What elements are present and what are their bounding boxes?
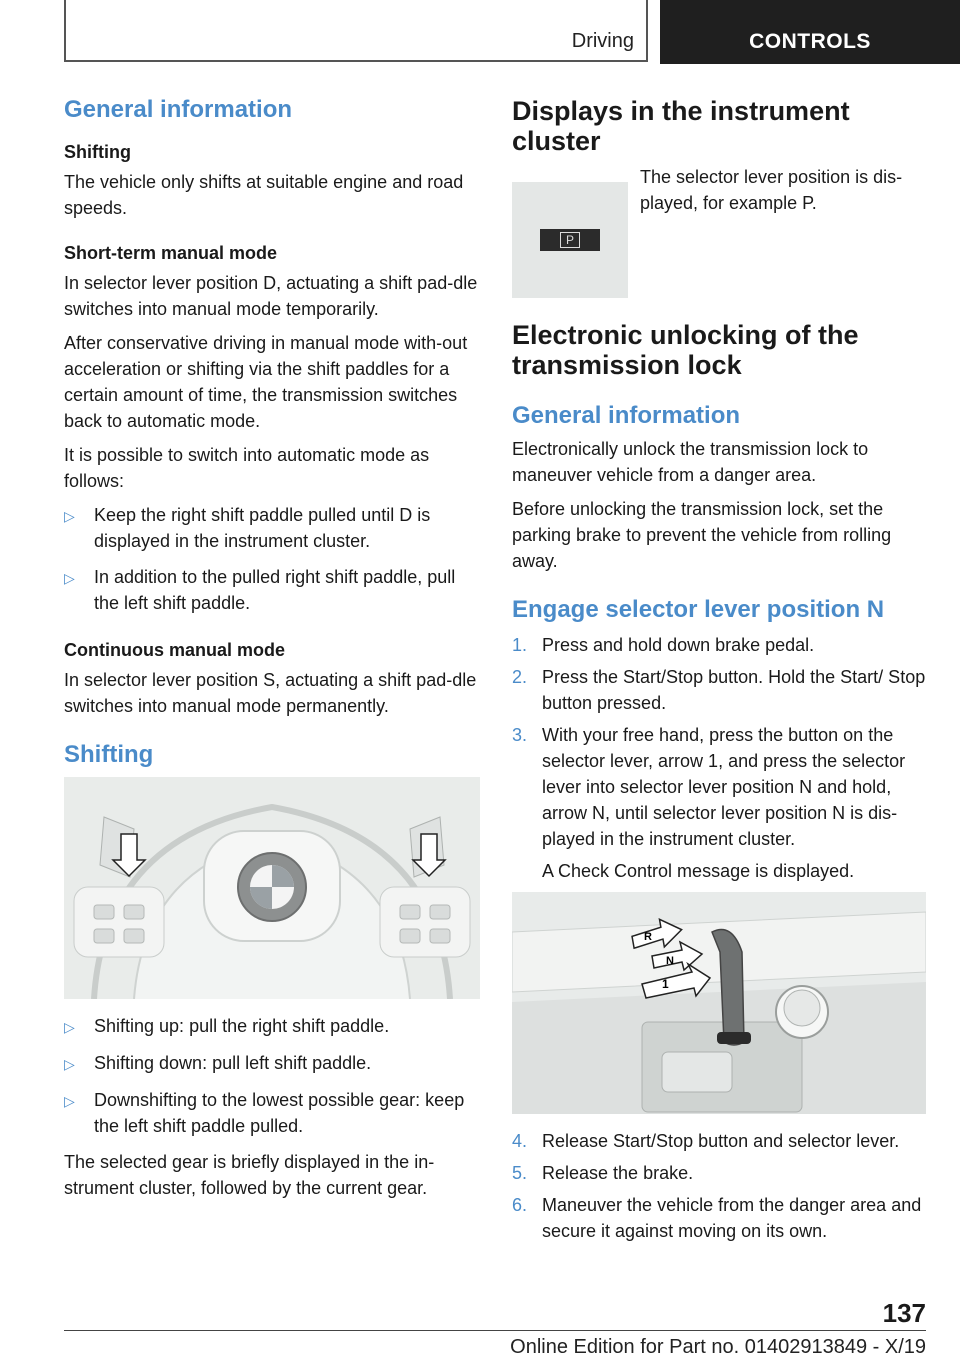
page-number: 137 — [882, 1298, 926, 1328]
short-term-subheading: Short-term manual mode — [64, 243, 278, 263]
header-section: Driving — [571, 30, 634, 52]
list-item: ▷ Shifting up: pull the right shift paddle. — [64, 1013, 480, 1040]
list-item: ▷ In addition to the pulled right shift paddle, pull the left shift paddle. — [64, 564, 480, 616]
gear-display-icon — [540, 229, 600, 251]
step-item: 5. Release the brake. — [512, 1163, 694, 1183]
list-item: ▷ Shifting down: pull left shift paddle. — [64, 1050, 480, 1077]
footer-divider — [64, 1330, 926, 1331]
closing-text: The selected gear is briefly displayed in the in-strument cluster, followed by the current gear. — [64, 1152, 435, 1198]
step-item: 4. Release Start/Stop button and selector lever. — [512, 1131, 900, 1151]
right-column — [512, 96, 926, 1250]
step-item: 1. Press and hold down brake pedal. — [512, 635, 815, 655]
cluster-row — [512, 168, 926, 298]
triangle-bullet-icon: ▷ — [64, 508, 75, 524]
step-item: 2. Press the Start/Stop button. Hold the Start/ Stop button pressed. — [512, 667, 926, 713]
footer-edition: Online Edition for Part no. 01402913849 - X/19 — [510, 1336, 926, 1358]
list-item: ▷ Keep the right shift paddle pulled until D is displayed in the instrument cluster. — [64, 502, 480, 554]
continuous-subheading: Continuous manual mode — [64, 640, 286, 660]
step3-note: A Check Control message is displayed. — [542, 861, 855, 881]
shifting-subheading: Shifting — [64, 142, 131, 162]
shifting-heading: Shifting — [64, 741, 154, 768]
triangle-bullet-icon: ▷ — [64, 1056, 75, 1072]
header-frame — [64, 0, 648, 62]
general-heading-right: General information — [512, 402, 741, 429]
triangle-bullet-icon: ▷ — [64, 1019, 75, 1035]
continuous-text: In selector lever position S, actuating a shift pad-dle switches into manual mode permanently. — [64, 670, 477, 716]
triangle-bullet-icon: ▷ — [64, 1093, 75, 1109]
instrument-cluster-image — [512, 182, 628, 298]
selector-lever-image — [512, 892, 926, 1114]
gear-letter: P — [560, 232, 580, 248]
step-item: 3. With your free hand, press the button on the selector lever, arrow 1, and press the selector lever into selector lever position N and hold, arrow N, until selector lever position N is dis-played in the instrument cluster. — [512, 725, 906, 849]
displays-text: The selector lever position is dis-played, for example P. — [640, 167, 903, 213]
steering-wheel-image — [64, 777, 480, 999]
arrow-n-label: N — [666, 955, 674, 967]
list-item: ▷ Downshifting to the lowest possible gear: keep the left shift paddle pulled. — [64, 1087, 480, 1139]
engage-heading: Engage selector lever position N — [512, 596, 885, 623]
short-term-p1: In selector lever position D, actuating a shift pad-dle switches into manual mode temporarily. — [64, 273, 478, 319]
displays-heading: Displays in the instrument cluster — [512, 96, 850, 156]
header-chapter: CONTROLS — [660, 0, 960, 64]
step-item: 6. Maneuver the vehicle from the danger area and secure it against moving on its own. — [512, 1195, 922, 1241]
general-heading: General information — [64, 96, 293, 123]
unlock-heading: Electronic unlocking of the transmission lock — [512, 320, 859, 380]
triangle-bullet-icon: ▷ — [64, 570, 75, 586]
short-term-p3: It is possible to switch into automatic mode as follows: — [64, 445, 430, 491]
short-term-p2: After conservative driving in manual mode with-out acceleration or shifting via the shift paddles for a certain amount of time, the transmission switches back to automatic mode. — [64, 333, 468, 431]
left-column — [64, 96, 480, 1209]
general-p2: Before unlocking the transmission lock, set the parking brake to prevent the vehicle from rolling away. — [512, 499, 892, 571]
arrow-1-label: 1 — [662, 977, 669, 991]
shifting-text: The vehicle only shifts at suitable engine and road speeds. — [64, 172, 464, 218]
arrow-r-label: R — [644, 931, 652, 943]
general-p1: Electronically unlock the transmission lock to maneuver vehicle from a danger area. — [512, 439, 869, 485]
